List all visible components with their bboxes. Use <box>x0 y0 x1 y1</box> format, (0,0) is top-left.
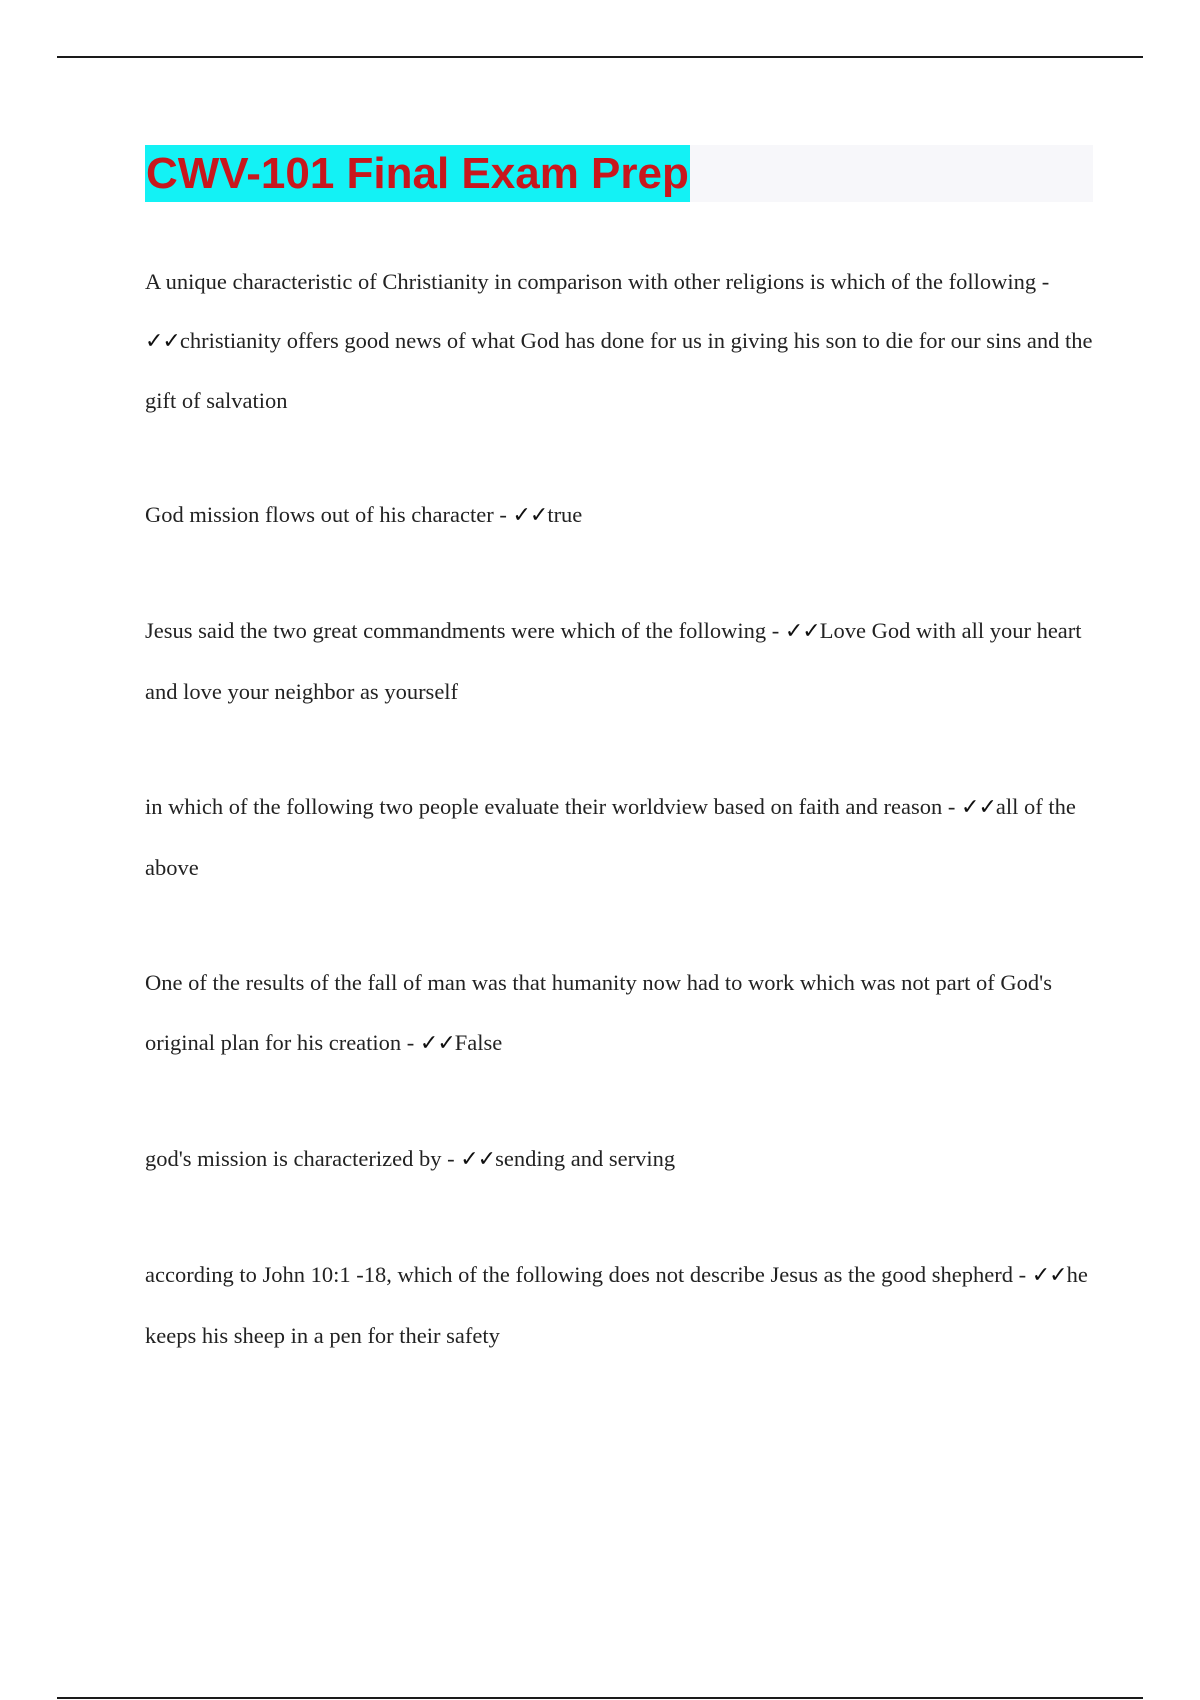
double-check-icon: ✓✓ <box>145 329 180 354</box>
separator: - <box>1012 1262 1032 1287</box>
answer-text: christianity offers good news of what God has done for us in giving his son to die for our sins and the gift of salvation <box>145 328 1093 413</box>
question-text: god's mission is characterized by <box>145 1146 442 1171</box>
question-text: Jesus said the two great commandments were which of the following <box>145 618 767 643</box>
page-title: CWV-101 Final Exam Prep <box>145 145 690 202</box>
qa-item <box>145 1129 1093 1190</box>
separator: - <box>766 618 785 643</box>
separator: - <box>441 1146 461 1171</box>
separator: - <box>493 502 513 527</box>
double-check-icon: ✓✓ <box>512 503 548 528</box>
qa-item <box>145 953 1093 1074</box>
double-check-icon: ✓✓ <box>961 795 996 820</box>
qa-item <box>145 1245 1093 1366</box>
document-body <box>145 145 1093 1421</box>
answer-text: he keeps his sheep in a pen for their safety <box>145 1262 1088 1348</box>
double-check-icon: ✓✓ <box>419 1031 455 1056</box>
double-check-icon: ✓✓ <box>784 619 820 644</box>
qa-item <box>145 777 1093 898</box>
qa-item <box>145 601 1093 722</box>
separator: - <box>401 1030 420 1055</box>
answer-text: False <box>454 1030 503 1055</box>
answer-text: sending and serving <box>495 1146 676 1171</box>
title-banner <box>145 145 1093 202</box>
answer-text: true <box>547 502 583 527</box>
question-text: according to John 10:1 -18, which of the following does not describe Jesus as the good shepherd <box>145 1262 1013 1287</box>
double-check-icon: ✓✓ <box>460 1147 496 1172</box>
bottom-rule <box>57 1697 1143 1699</box>
answer-text: Love God with all your heart and love your neighbor as yourself <box>145 618 1082 704</box>
qa-item <box>145 485 1093 546</box>
question-text: God mission flows out of his character <box>145 502 494 527</box>
question-text: in which of the following two people evaluate their worldview based on faith and reason <box>145 794 943 819</box>
question-text: A unique characteristic of Christianity in comparison with other religions is which of the following <box>145 269 1037 294</box>
separator: - <box>942 794 962 819</box>
answer-text: all of the above <box>145 794 1076 880</box>
double-check-icon: ✓✓ <box>1031 1263 1067 1288</box>
qa-item <box>145 252 1093 430</box>
top-rule <box>57 56 1143 58</box>
question-list <box>145 252 1093 1366</box>
separator: - <box>1036 269 1050 294</box>
question-text: One of the results of the fall of man was that humanity now had to work which was not part of God's original plan for his creation <box>145 970 1052 1055</box>
